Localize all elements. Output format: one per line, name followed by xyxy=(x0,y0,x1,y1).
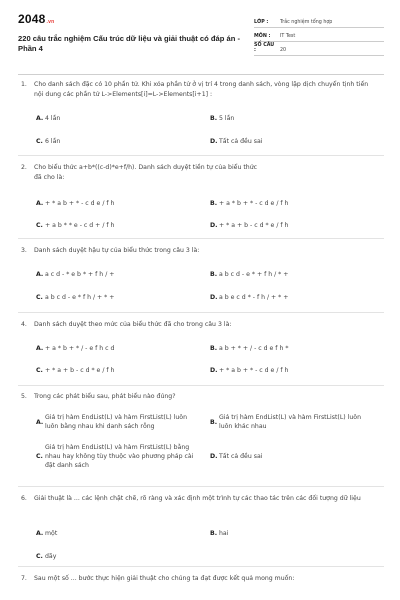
option-label: A. xyxy=(36,419,44,426)
option-label: B. xyxy=(210,271,218,278)
question-text: Cho biểu thức a+b*((c-d)*e+f/h). Danh sách duyệt tiền tự của biểu thức đã cho là: xyxy=(34,164,258,181)
meta-info xyxy=(254,16,384,58)
option-text: Giá trị hàm EndList(L) và hàm FirstList(L) luôn luôn bằng nhau khi danh sách rỗng xyxy=(45,414,188,430)
option-label: D. xyxy=(210,367,218,374)
option-text: + * a + b - c d * e / f h xyxy=(45,367,115,374)
option-text: dãy xyxy=(45,553,57,560)
page-title: 220 câu trắc nghiệm Cấu trúc dữ liệu và giải thuật có đáp án - Phần 4 xyxy=(18,34,240,53)
meta-value: 20 xyxy=(280,48,287,53)
meta-value: IT Test xyxy=(280,34,296,39)
option-text: 5 lần xyxy=(219,115,235,122)
question-7 xyxy=(18,574,384,588)
option-label: B. xyxy=(210,200,218,207)
option-label: C. xyxy=(36,138,43,145)
option-text: a b + * + / - c d e f h * xyxy=(219,345,289,352)
question-divider xyxy=(18,486,384,487)
option-text: a b c d - e * f h / + * + xyxy=(45,294,115,301)
question-divider xyxy=(18,385,384,386)
question-6 xyxy=(18,494,384,574)
option-text: a c d - * e b * + f h / + xyxy=(45,271,115,278)
meta-value: Trắc nghiệm tổng hợp xyxy=(280,20,333,25)
option-text: + * a + b - c d * e / f h xyxy=(219,222,289,229)
question-2 xyxy=(18,163,384,233)
option-text: Giá trị hàm EndList(L) và hàm FirstList(L) luôn luôn khác nhau xyxy=(219,414,362,430)
question-divider xyxy=(18,312,384,313)
option-text: a b c d - e * + f h / * + xyxy=(219,271,289,278)
option-text: 6 lần xyxy=(45,138,61,145)
question-text: Danh sách duyệt theo mức của biểu thức đã cho trong câu 3 là: xyxy=(34,321,232,328)
option-text: + a * b + * - c d e / f h xyxy=(219,200,289,207)
header xyxy=(18,12,384,64)
option-label: B. xyxy=(210,530,218,537)
option-label: A. xyxy=(36,271,44,278)
question-text: Trong các phát biểu sau, phát biểu nào đúng? xyxy=(34,393,176,400)
option-text: một xyxy=(45,530,58,537)
option-text: + a * b + * / - e f h c d xyxy=(45,345,115,352)
meta-count-row xyxy=(254,44,384,56)
question-number: 1. xyxy=(21,81,27,88)
option-label: B. xyxy=(210,115,218,122)
option-text: + * a b + * - c d e / f h xyxy=(219,367,289,374)
meta-subject-row xyxy=(254,30,384,42)
option-label: D. xyxy=(210,138,218,145)
logo-main: 2048 xyxy=(18,12,46,26)
option-text: 4 lần xyxy=(45,115,61,122)
option-label: A. xyxy=(36,200,44,207)
question-3 xyxy=(18,246,384,306)
logo-suffix: .vn xyxy=(46,19,55,25)
question-number: 6. xyxy=(21,495,27,502)
question-number: 5. xyxy=(21,393,27,400)
option-text: Giá trị hàm EndList(L) và hàm FirstList(L) bằng nhau hay không tùy thuộc vào phương pháp cài đặt danh sách xyxy=(45,444,194,469)
option-label: B. xyxy=(210,345,218,352)
question-number: 2. xyxy=(21,164,27,171)
question-text: Sau một số ... bước thực hiện giải thuật cho chúng ta đạt được kết quả mong muốn: xyxy=(34,575,295,582)
option-label: D. xyxy=(210,222,218,229)
question-number: 7. xyxy=(21,575,27,582)
question-1 xyxy=(18,80,384,150)
option-label: A. xyxy=(36,530,44,537)
option-text: Tất cả đều sai xyxy=(219,138,263,145)
option-text: + a b * * e - c d + / f h xyxy=(45,222,115,229)
meta-label: LỚP : xyxy=(254,20,269,25)
question-5 xyxy=(18,392,384,492)
question-divider xyxy=(18,238,384,239)
question-4 xyxy=(18,320,384,380)
header-divider xyxy=(18,74,384,75)
option-label: C. xyxy=(36,553,43,560)
question-number: 4. xyxy=(21,321,27,328)
question-text: Cho danh sách đặc có 10 phần tử. Khi xóa phần tử ở vị trí 4 trong danh sách, vòng lặp dịch chuyển tịnh tiến nội dung các phần tử L->Elements[i]=L->Elements[i+1] : xyxy=(34,81,369,98)
question-number: 3. xyxy=(21,247,27,254)
option-text: + * a b + * - c d e / f h xyxy=(45,200,115,207)
option-label: C. xyxy=(36,453,43,460)
meta-label: MÔN : xyxy=(254,34,271,39)
option-label: D. xyxy=(210,453,218,460)
question-text: Danh sách duyệt hậu tự của biểu thức trong câu 3 là: xyxy=(34,247,200,254)
option-label: B. xyxy=(210,419,218,426)
option-label: D. xyxy=(210,294,218,301)
question-divider xyxy=(18,566,384,567)
site-logo[interactable] xyxy=(18,12,54,26)
option-label: C. xyxy=(36,367,43,374)
option-label: C. xyxy=(36,222,43,229)
option-text: a b e c d * - f h / + * + xyxy=(219,294,289,301)
option-text: Tất cả đều sai xyxy=(219,453,263,460)
meta-label: SỐ CÂU : xyxy=(254,43,275,53)
question-divider xyxy=(18,155,384,156)
option-label: A. xyxy=(36,345,44,352)
question-text: Giải thuật là ... các lệnh chặt chẽ, rõ ràng và xác định một trình tự các thao tác trên các đối tượng dữ liệu xyxy=(34,495,361,502)
meta-class-row xyxy=(254,16,384,28)
option-label: A. xyxy=(36,115,44,122)
option-label: C. xyxy=(36,294,43,301)
option-text: hai xyxy=(219,530,229,537)
